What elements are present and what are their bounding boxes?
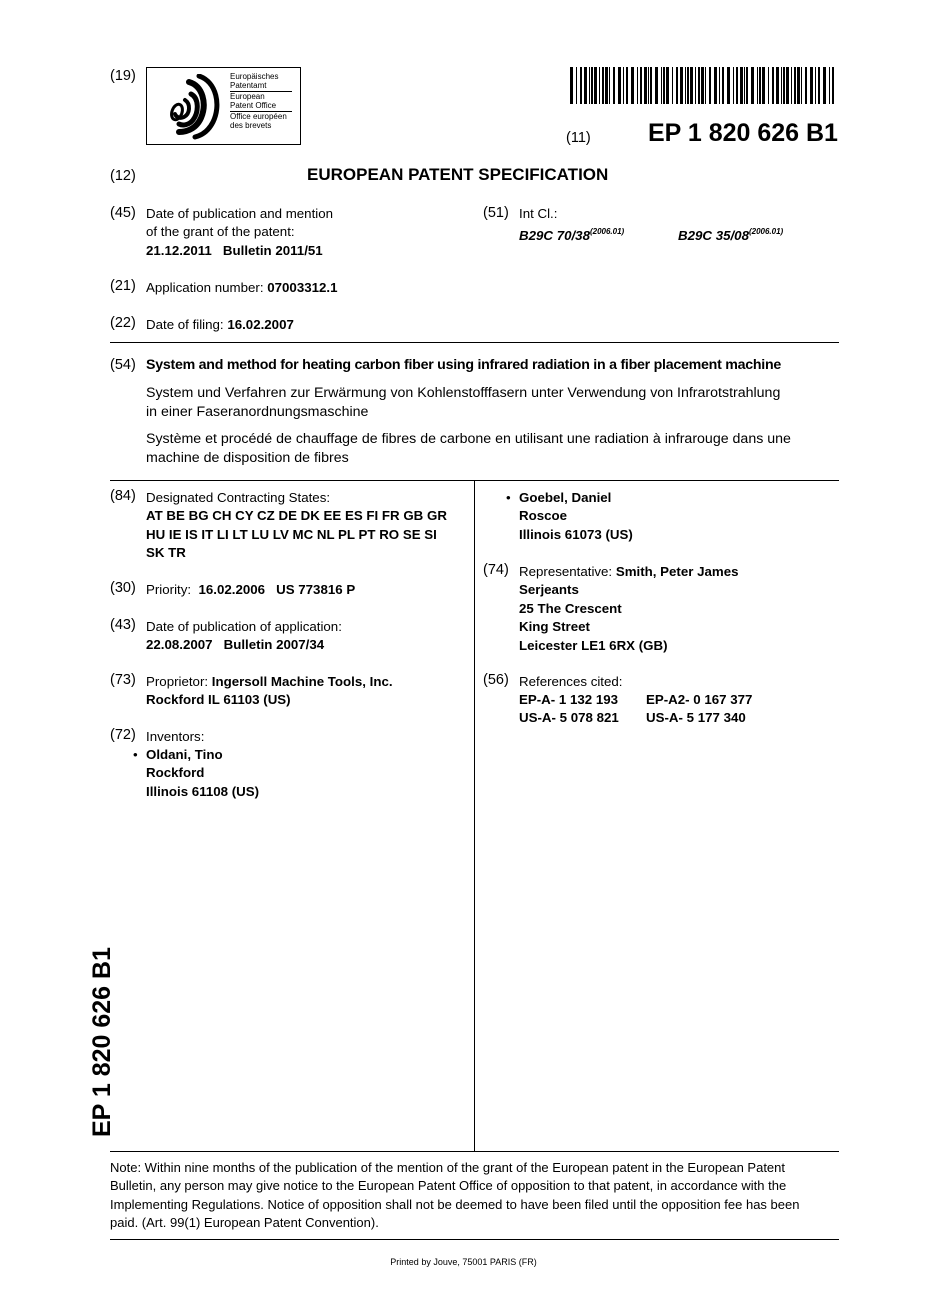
note-line-2: Bulletin, any person may give notice to the European Patent Office of opposition to that patent, in accordance with the	[110, 1178, 787, 1194]
application-number	[146, 279, 338, 297]
representative-city: Leicester LE1 6RX (GB)	[519, 637, 668, 653]
int-cl-1-version: (2006.01)	[589, 227, 625, 236]
inventor-1-name: Oldani, Tino	[146, 747, 223, 762]
proprietor-address: Rockford IL 61103 (US)	[146, 692, 291, 708]
office-name	[230, 73, 292, 131]
inventor-bullet-1: •	[133, 747, 138, 762]
barcode-bar	[576, 67, 577, 104]
column-divider	[474, 480, 475, 1151]
barcode-bar	[768, 67, 769, 104]
barcode-bar	[599, 67, 600, 104]
representative-street-2: King Street	[519, 619, 590, 635]
barcode-bar	[744, 67, 745, 104]
barcode-bar	[661, 67, 662, 104]
barcode-bar	[602, 67, 604, 104]
barcode-bar	[709, 67, 711, 104]
barcode-bar	[618, 67, 621, 104]
barcode-bar	[757, 67, 758, 104]
barcode-bar	[701, 67, 704, 104]
office-name-de-2: Patentamt	[230, 80, 267, 90]
grant-date-value: 21.12.2011 Bulletin 2011/51	[146, 242, 323, 258]
barcode-bar	[815, 67, 816, 104]
designated-states-label: Designated Contracting States:	[146, 490, 331, 505]
barcode-bar	[727, 67, 730, 104]
proprietor	[146, 673, 393, 710]
barcode-bar	[714, 67, 717, 104]
barcode-bar	[829, 67, 830, 104]
barcode-bar	[722, 67, 724, 104]
divider-bottom	[110, 1239, 839, 1240]
application-publication-label: Date of publication of application:	[146, 619, 342, 634]
reference-3: US-A- 5 078 821	[519, 710, 619, 725]
barcode-bar	[589, 67, 590, 104]
title-english: System and method for heating carbon fiber using infrared radiation in a fiber placement machine	[146, 357, 782, 373]
office-name-en-2: Patent Office	[230, 100, 277, 110]
barcode-bar	[810, 67, 813, 104]
application-publication-value: 22.08.2007 Bulletin 2007/34	[146, 637, 325, 653]
office-name-en-1: European	[230, 92, 265, 102]
inid-code-73: (73)	[110, 672, 136, 688]
priority	[146, 581, 355, 599]
int-cl-2-code: B29C 35/08	[678, 228, 749, 243]
title-german	[146, 384, 780, 421]
barcode-bar	[698, 67, 700, 104]
barcode-bar	[818, 67, 820, 104]
office-name-fr-1: Office européen	[230, 112, 287, 122]
barcode-bar	[733, 67, 734, 104]
barcode-bar	[685, 67, 686, 104]
barcode-bar	[648, 67, 649, 104]
reference-2: EP-A2- 0 167 377	[646, 692, 753, 707]
filing-date-value: 16.02.2007	[227, 317, 294, 332]
barcode-bar	[690, 67, 693, 104]
opposition-note	[110, 1159, 799, 1233]
side-publication-number: EP 1 820 626 B1	[88, 947, 116, 1137]
barcode-bar	[655, 67, 658, 104]
application-publication	[146, 618, 342, 655]
barcode-bar	[832, 67, 834, 104]
title-german-line-2: in einer Faseranordnungsmaschine	[146, 403, 369, 420]
barcode-bar	[794, 67, 796, 104]
application-number-label: Application number:	[146, 280, 264, 295]
inventor-1-city: Rockford	[146, 765, 205, 781]
grant-date-block	[146, 205, 333, 260]
barcode-bar	[736, 67, 738, 104]
barcode-bar	[823, 67, 826, 104]
inid-code-12: (12)	[110, 168, 136, 184]
inventor-2-state: Illinois 61073 (US)	[519, 526, 633, 542]
title-french	[146, 430, 791, 467]
priority-value: 16.02.2006 US 773816 P	[198, 582, 356, 597]
designated-states-line-1: AT BE BG CH CY CZ DE DK EE ES FI FR GB GR	[146, 508, 447, 524]
barcode-bar	[613, 67, 615, 104]
barcode-bar	[791, 67, 792, 104]
designated-states	[146, 489, 447, 563]
inventor-1	[146, 746, 259, 801]
inid-code-74: (74)	[483, 562, 509, 578]
note-line-4: paid. (Art. 99(1) European Patent Convention).	[110, 1215, 379, 1231]
inid-code-19: (19)	[110, 68, 136, 84]
representative	[519, 563, 739, 655]
inid-code-84: (84)	[110, 488, 136, 504]
inid-code-30: (30)	[110, 580, 136, 596]
barcode-bar	[746, 67, 748, 104]
printer-note: Printed by Jouve, 75001 PARIS (FR)	[390, 1257, 537, 1267]
barcode-bar	[740, 67, 743, 104]
barcode-bar	[650, 67, 652, 104]
representative-street-1: 25 The Crescent	[519, 600, 622, 616]
barcode-bar	[776, 67, 779, 104]
inid-code-21: (21)	[110, 278, 136, 294]
publication-number: EP 1 820 626 B1	[648, 119, 838, 147]
inventors-label: Inventors:	[146, 729, 205, 744]
title-german-line-1: System und Verfahren zur Erwärmung von Kohlenstofffasern unter Verwendung von Infrarotstrahlung	[146, 385, 781, 401]
note-line-1: Note: Within nine months of the publication of the mention of the grant of the European patent in the European Patent	[110, 1160, 786, 1175]
barcode-bar	[680, 67, 683, 104]
epo-logo	[146, 67, 301, 145]
inventor-2-name: Goebel, Daniel	[519, 490, 612, 505]
barcode-bar	[772, 67, 774, 104]
barcode-bar	[580, 67, 582, 104]
inid-code-11: (11)	[566, 130, 591, 146]
barcode-bar	[605, 67, 608, 104]
divider-top	[110, 342, 839, 343]
inid-code-43: (43)	[110, 617, 136, 633]
barcode-bar	[640, 67, 642, 104]
barcode-bar	[719, 67, 720, 104]
proprietor-label: Proprietor:	[146, 674, 209, 689]
inid-code-45: (45)	[110, 205, 136, 221]
office-name-fr-2: des brevets	[230, 120, 272, 130]
title-french-line-1: Système et procédé de chauffage de fibres de carbone en utilisant une radiation à infrarouge dans une	[146, 431, 791, 447]
barcode-bar	[676, 67, 678, 104]
divider-note	[110, 1151, 839, 1152]
inventor-bullet-2: •	[506, 490, 511, 505]
int-cl-2	[678, 223, 783, 245]
application-number-value: 07003312.1	[267, 280, 338, 295]
barcode-bar	[663, 67, 665, 104]
barcode-bar	[644, 67, 647, 104]
barcode-bar	[594, 67, 597, 104]
int-cl-label: Int Cl.:	[519, 206, 558, 221]
epo-emblem-icon	[155, 74, 225, 140]
title-french-line-2: machine de disposition de fibres	[146, 449, 349, 466]
note-line-3: Implementing Regulations. Notice of opposition shall not be deemed to have been filed until the opposition fee has been	[110, 1196, 800, 1212]
inventor-2-city: Roscoe	[519, 508, 568, 524]
barcode-bar	[781, 67, 782, 104]
barcode-bar	[801, 67, 802, 104]
inid-code-22: (22)	[110, 315, 136, 331]
priority-label: Priority:	[146, 582, 192, 597]
int-cl-2-version: (2006.01)	[748, 227, 784, 236]
barcode-bar	[705, 67, 706, 104]
inid-code-56: (56)	[483, 672, 509, 688]
barcode-bar	[805, 67, 807, 104]
barcode-bar	[666, 67, 669, 104]
inid-code-51: (51)	[483, 205, 509, 221]
barcode-bar	[626, 67, 628, 104]
int-cl-1-code: B29C 70/38	[519, 228, 590, 243]
barcode-bar	[783, 67, 785, 104]
inventor-2	[519, 489, 633, 544]
grant-label-1: Date of publication and mention	[146, 206, 334, 221]
barcode-bar	[797, 67, 800, 104]
barcode-bar	[609, 67, 610, 104]
references-label: References cited:	[519, 674, 623, 689]
barcode-bar	[631, 67, 634, 104]
barcode-bar	[672, 67, 673, 104]
document-type: EUROPEAN PATENT SPECIFICATION	[307, 165, 609, 184]
barcode	[570, 67, 839, 104]
inid-code-54: (54)	[110, 357, 136, 373]
barcode-bar	[623, 67, 624, 104]
barcode-bar	[591, 67, 593, 104]
barcode-bar	[762, 67, 765, 104]
barcode-bar	[584, 67, 587, 104]
designated-states-line-3: SK TR	[146, 545, 186, 561]
int-cl-1	[519, 223, 624, 245]
reference-4: US-A- 5 177 340	[646, 710, 746, 725]
filing-date	[146, 316, 294, 334]
grant-label-2: of the grant of the patent:	[146, 224, 295, 240]
barcode-bar	[786, 67, 789, 104]
reference-1: EP-A- 1 132 193	[519, 692, 619, 707]
barcode-bar	[687, 67, 689, 104]
filing-date-label: Date of filing:	[146, 317, 224, 332]
barcode-bar	[695, 67, 696, 104]
inid-code-72: (72)	[110, 727, 136, 743]
representative-label: Representative:	[519, 564, 613, 579]
proprietor-name: Ingersoll Machine Tools, Inc.	[211, 674, 393, 689]
representative-firm: Serjeants	[519, 582, 579, 598]
barcode-bar	[751, 67, 754, 104]
barcode-bar	[759, 67, 761, 104]
barcode-bar	[570, 67, 573, 104]
inventor-1-state: Illinois 61108 (US)	[146, 783, 260, 799]
designated-states-line-2: HU IE IS IT LI LT LU LV MC NL PL PT RO SE SI	[146, 526, 437, 542]
office-name-de-1: Europäisches	[230, 72, 279, 81]
barcode-bar	[637, 67, 638, 104]
representative-name: Smith, Peter James	[615, 564, 739, 579]
